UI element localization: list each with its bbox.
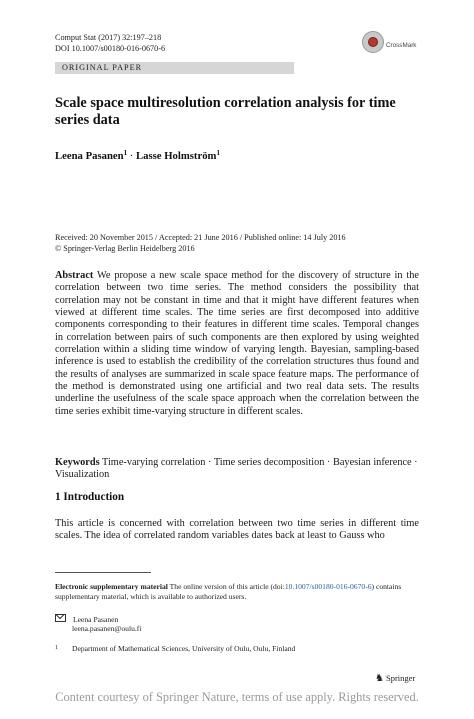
footnote-divider [55,572,151,573]
doi-link[interactable]: 10.1007/s00180-016-0670-6 [284,582,372,591]
affiliation-mark: 1 [216,149,220,157]
journal-doi: DOI 10.1007/s00180-016-0670-6 [55,43,166,53]
crossmark-badge[interactable] [362,30,422,56]
journal-citation [55,33,165,54]
affiliation [55,643,295,654]
esm-label: Electronic supplementary material [55,582,168,591]
affiliation-mark: 1 [123,149,128,157]
supplementary-note [55,582,421,602]
crossmark-label: CrossMark [386,42,417,49]
journal-volume: Comput Stat (2017) 32:197–218 [55,33,162,42]
publisher-logo [375,673,415,684]
affiliation-text: Department of Mathematical Sciences, University of Oulu, Oulu, Finland [72,644,296,653]
keywords [55,457,419,482]
section-label: ORIGINAL PAPER [62,63,143,72]
contact-name: Leena Pasanen [73,615,119,624]
keywords-label: Keywords [55,457,100,468]
author-list [55,149,220,162]
author-name[interactable]: Lasse Holmström [136,150,217,162]
esm-text-end: ) contains supplementary material, which is available to authorized users. [55,582,402,601]
section-heading: 1 Introduction [55,491,125,503]
crossmark-icon [362,31,384,53]
keywords-text: Time-varying correlation · Time series decomposition · Bayesian inference · Visualization [55,457,418,481]
intro-paragraph: This article is concerned with correlation between two time series in different time scales. The idea of correlated random variables dates back at least to Gauss who [55,518,419,542]
article-title: Scale space multiresolution correlation analysis for time series data [55,95,396,128]
courtesy-notice: Content courtesy of Springer Nature, terms of use apply. Rights reserved. [55,690,419,704]
abstract-label: Abstract [55,270,94,281]
abstract-text: We propose a new scale space method for the discovery of structure in the correlation between two time series. The method considers the possibility that correlation may not be constant in time and that it might have different features when viewed at different time scales. The time series are first decomposed into additive components corresponding to their features in different time scales. Temporal changes in correlation between pairs of such components are then explored by using weighted correlation within a sliding time window of varying length. Bayesian, sampling-based inference is used to establish the credibility of the correlation structures thus found and the results of analyses are summarized in scale space feature maps. The performance of the method is demonstrated using one artificial and two real data sets. The results underline the usefulness of the scale space approach when the correlation between the time series exhibit time-varying structure in different scales. [55,270,419,417]
history-dates: Received: 20 November 2015 / Accepted: 21 June 2016 / Published online: 14 July 2016 [55,233,346,242]
author-name[interactable]: Leena Pasanen [55,150,124,162]
author-separator: · [129,150,134,162]
contact-email[interactable]: leena.pasanen@oulu.fi [72,624,142,633]
springer-horse-icon: ♞ [375,673,384,684]
esm-text: The online version of this article (doi: [169,582,285,591]
envelope-icon [55,614,66,622]
affiliation-number: 1 [55,645,58,651]
abstract [55,270,419,418]
publisher-name: Springer [385,673,416,683]
copyright-notice: © Springer-Verlag Berlin Heidelberg 2016 [55,243,195,253]
publication-dates [55,233,425,254]
